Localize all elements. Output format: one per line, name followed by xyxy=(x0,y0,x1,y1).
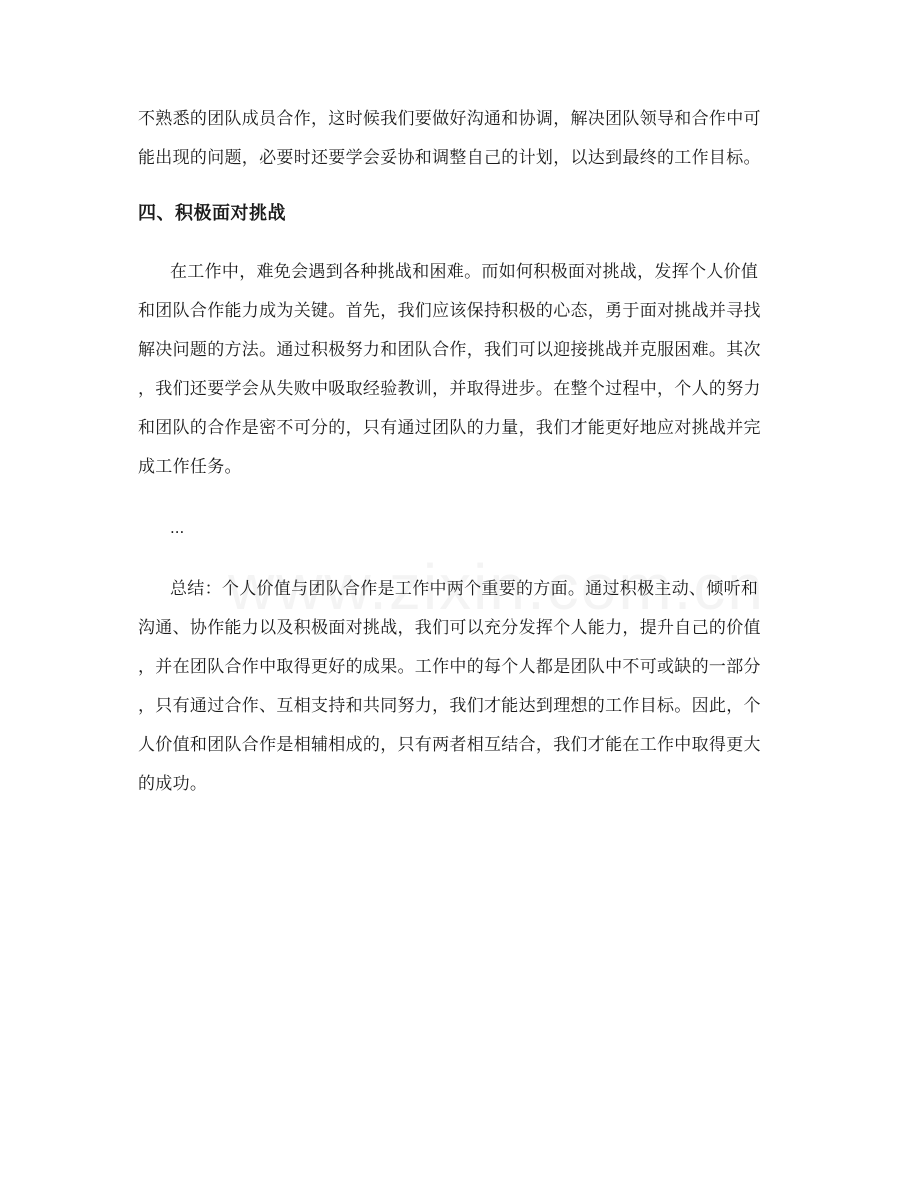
paragraph-line: ，我们还要学会从失败中吸取经验教训，并取得进步。在整个过程中，个人的努力 xyxy=(138,379,761,399)
paragraph-line: 能出现的问题，必要时还要学会妥协和调整自己的计划，以达到最终的工作目标。 xyxy=(138,148,761,168)
paragraph-line: 的成功。 xyxy=(138,774,208,794)
paragraph-line: 和团队合作能力成为关键。首先，我们应该保持积极的心态，勇于面对挑战并寻找 xyxy=(138,301,761,321)
paragraph-line: 沟通、协作能力以及积极面对挑战，我们可以充分发挥个人能力，提升自己的价值 xyxy=(138,618,761,638)
summary-paragraph xyxy=(138,570,788,804)
paragraph-line: 总结：个人价值与团队合作是工作中两个重要的方面。通过积极主动、倾听和 xyxy=(170,579,759,599)
section-paragraph xyxy=(138,253,788,487)
section-heading: 四、积极面对挑战 xyxy=(138,203,286,224)
ellipsis-text: ... xyxy=(170,519,185,537)
paragraph-line: 人价值和团队合作是相辅相成的，只有两者相互结合，我们才能在工作中取得更大 xyxy=(138,735,761,755)
paragraph-continued xyxy=(138,100,788,178)
paragraph-line: 和团队的合作是密不可分的，只有通过团队的力量，我们才能更好地应对挑战并完 xyxy=(138,418,761,438)
paragraph-line: 解决问题的方法。通过积极努力和团队合作，我们可以迎接挑战并克服困难。其次 xyxy=(138,340,761,360)
paragraph-line: ，并在团队合作中取得更好的成果。工作中的每个人都是团队中不可或缺的一部分 xyxy=(138,657,761,677)
document-body xyxy=(138,100,788,804)
paragraph-line: 成工作任务。 xyxy=(138,457,242,477)
paragraph-line: 在工作中，难免会遇到各种挑战和困难。而如何积极面对挑战，发挥个人价值 xyxy=(170,262,759,282)
paragraph-line: ，只有通过合作、互相支持和共同努力，我们才能达到理想的工作目标。因此，个 xyxy=(138,696,761,716)
paragraph-line: 不熟悉的团队成员合作，这时候我们要做好沟通和协调，解决团队领导和合作中可 xyxy=(138,109,761,129)
